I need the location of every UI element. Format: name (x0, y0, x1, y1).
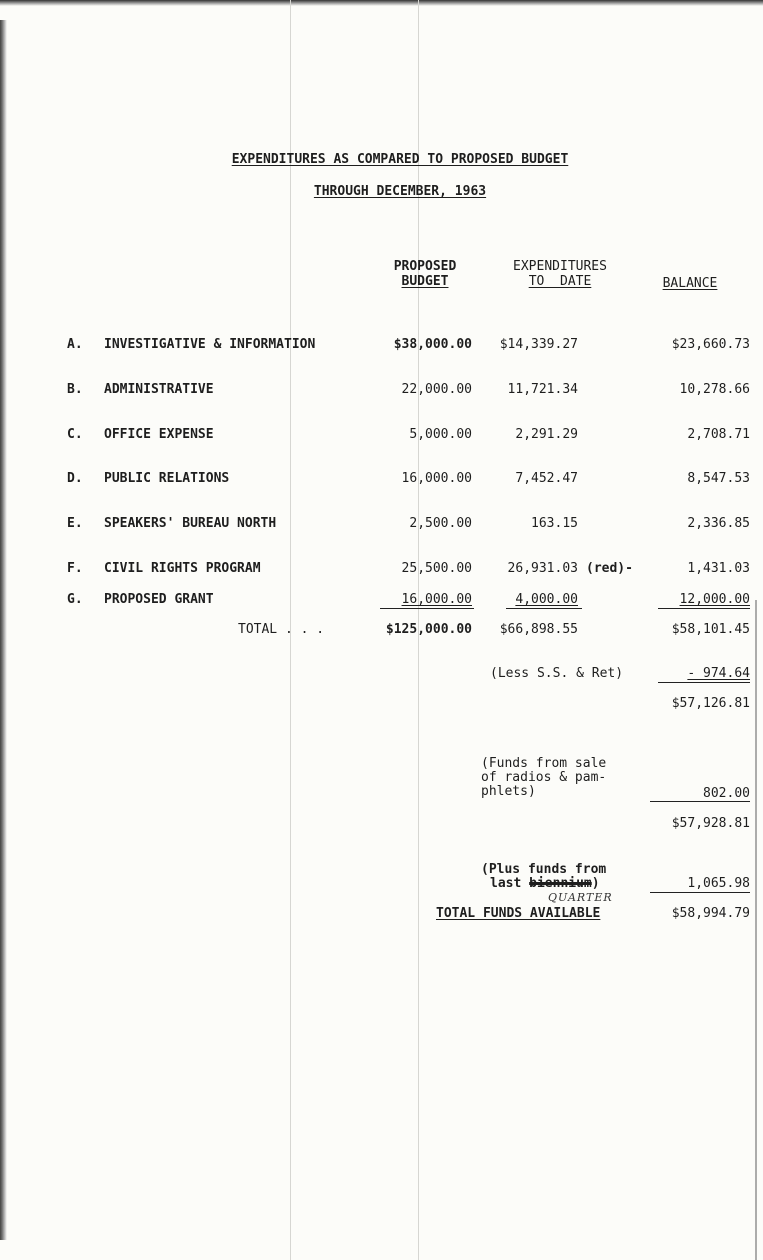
col-header-proposed-1: PROPOSED (393, 259, 457, 274)
col-header-proposed-2: BUDGET (401, 274, 449, 289)
plus-funds-prefix: last (490, 876, 530, 891)
row-balance: 2,708.71 (687, 427, 750, 442)
row-budget: $38,000.00 (393, 337, 472, 352)
funds-sale-line1: (Funds from sale (481, 756, 607, 771)
row-balance: 1,431.03 (687, 561, 750, 576)
row-budget: 22,000.00 (401, 382, 472, 397)
row-label: PROPOSED GRANT (104, 592, 214, 607)
plus-funds-suffix: ) (591, 876, 600, 891)
row-label: PUBLIC RELATIONS (104, 471, 230, 486)
row-expenditures: 26,931.03 (507, 561, 578, 576)
row-letter: G. (67, 592, 83, 607)
row-label: SPEAKERS' BUREAU NORTH (104, 516, 277, 531)
row-budget: 16,000.00 (401, 592, 472, 607)
col-header-expenditures-2: TO DATE (528, 274, 592, 289)
plus-funds-value: 1,065.98 (687, 876, 750, 891)
total-expenditures: $66,898.55 (499, 622, 578, 637)
underline-rule (650, 801, 750, 802)
row-balance: $23,660.73 (671, 337, 750, 352)
row-budget: 16,000.00 (401, 471, 472, 486)
page-subtitle: THROUGH DECEMBER, 1963 (313, 184, 487, 199)
row-budget: 25,500.00 (401, 561, 472, 576)
row-letter: D. (67, 471, 83, 486)
row-expenditures: 11,721.34 (507, 382, 578, 397)
row-letter: B. (67, 382, 83, 397)
underline-rule (650, 892, 750, 893)
row-label: OFFICE EXPENSE (104, 427, 214, 442)
scan-right-edge (755, 600, 757, 1260)
col-header-balance: BALANCE (662, 276, 718, 291)
scan-top-edge (0, 0, 763, 6)
underline-rule (380, 608, 474, 609)
row-budget: 5,000.00 (409, 427, 472, 442)
row-balance: 2,336.85 (687, 516, 750, 531)
total-available-value: $58,994.79 (671, 906, 750, 921)
col-header-expenditures-1: EXPENDITURES (513, 259, 607, 274)
total-available-label: TOTAL FUNDS AVAILABLE (436, 906, 601, 921)
row-budget: 2,500.00 (409, 516, 472, 531)
total-budget: $125,000.00 (385, 622, 472, 637)
row-label: CIVIL RIGHTS PROGRAM (104, 561, 261, 576)
row-expenditures: 4,000.00 (515, 592, 578, 607)
row-note-red: (red)- (586, 561, 633, 576)
underline-rule (658, 608, 750, 609)
total-label: TOTAL . . . (238, 622, 325, 637)
row-letter: E. (67, 516, 83, 531)
less-result: $57,126.81 (671, 696, 750, 711)
row-balance: 10,278.66 (679, 382, 750, 397)
underline-rule (658, 682, 750, 683)
less-value: - 974.64 (687, 666, 750, 681)
funds-sale-line3: phlets) (481, 784, 536, 799)
funds-sale-line2: of radios & pam- (481, 770, 607, 785)
less-label: (Less S.S. & Ret) (490, 666, 624, 681)
row-expenditures: 7,452.47 (515, 471, 578, 486)
plus-funds-line2 (490, 876, 600, 891)
scan-left-edge (0, 20, 7, 1240)
plus-funds-line1: (Plus funds from (481, 862, 607, 877)
row-balance: 12,000.00 (679, 592, 750, 607)
row-expenditures: 163.15 (531, 516, 578, 531)
row-balance: 8,547.53 (687, 471, 750, 486)
page-title: EXPENDITURES AS COMPARED TO PROPOSED BUDGET (231, 152, 569, 167)
row-letter: C. (67, 427, 83, 442)
row-expenditures: 2,291.29 (515, 427, 578, 442)
struck-word: biennium (529, 876, 592, 891)
row-letter: F. (67, 561, 83, 576)
row-expenditures: $14,339.27 (499, 337, 578, 352)
row-letter: A. (67, 337, 83, 352)
row-label: INVESTIGATIVE & INFORMATION (104, 337, 316, 352)
funds-sale-value: 802.00 (703, 786, 750, 801)
funds-sale-result: $57,928.81 (671, 816, 750, 831)
total-balance: $58,101.45 (671, 622, 750, 637)
underline-rule (506, 608, 582, 609)
handwritten-correction: QUARTER (548, 891, 613, 904)
row-label: ADMINISTRATIVE (104, 382, 214, 397)
